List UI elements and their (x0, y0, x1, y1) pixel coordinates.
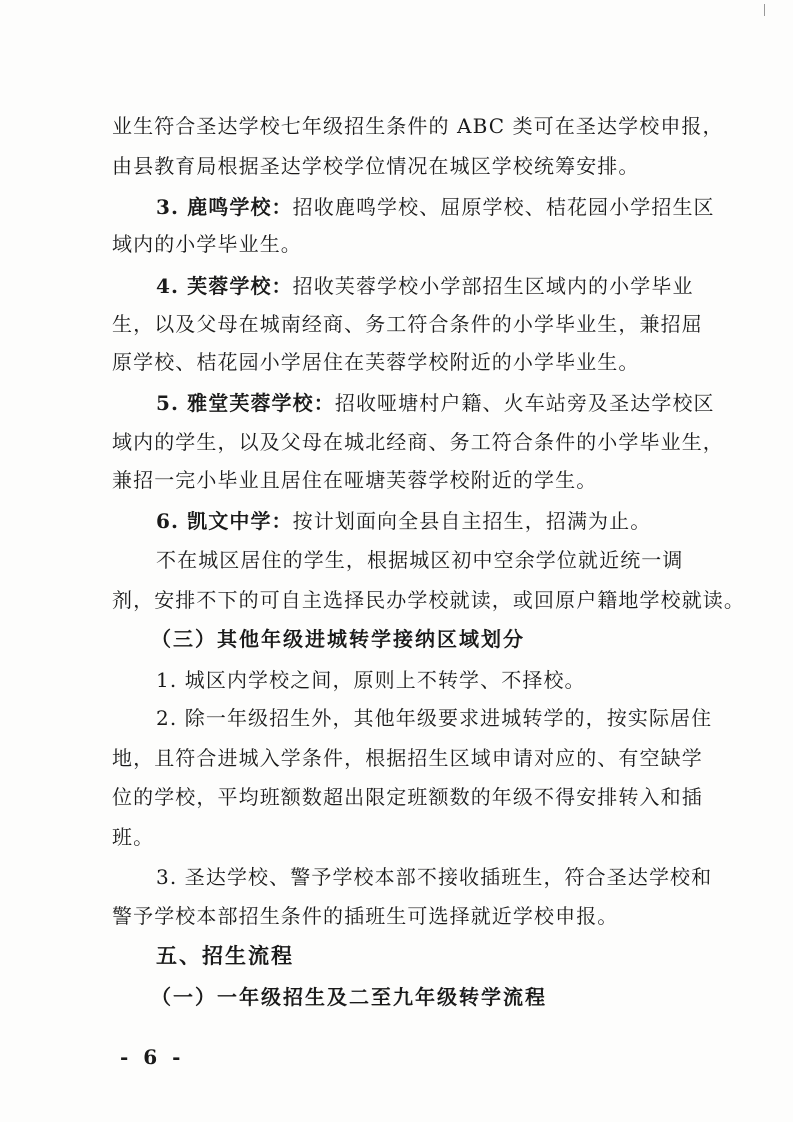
paragraph-line: 域内的小学毕业生。 (112, 232, 302, 256)
item-4-label: 4. 芙蓉学校： (156, 274, 293, 298)
paragraph-line: 业生符合圣达学校七年级招生条件的 ABC 类可在圣达学校申报， (112, 114, 724, 138)
paragraph-line: 位的学校，平均班额数超出限定班额数的年级不得安排转入和插 (112, 785, 703, 809)
scan-mark (764, 4, 765, 16)
paragraph-line: 域内的学生，以及父母在城北经商、务工符合条件的小学毕业生， (112, 430, 724, 454)
item-5-label: 5. 雅堂芙蓉学校： (156, 391, 335, 415)
paragraph-line: 2. 除一年级招生外，其他年级要求进城转学的，按实际居住 (156, 706, 713, 730)
item-3-line (156, 193, 715, 221)
paragraph-line: 兼招一完小毕业且居住在哑塘芙蓉学校附近的学生。 (112, 468, 598, 492)
item-5-line (156, 389, 715, 417)
paragraph-line: 班。 (112, 825, 155, 849)
paragraph-line: 生，以及父母在城南经商、务工符合条件的小学毕业生，兼招屈 (112, 312, 703, 336)
chapter-heading: 五、招生流程 (156, 943, 294, 968)
paragraph-line: 原学校、桔花园小学居住在芙蓉学校附近的小学毕业生。 (112, 350, 640, 374)
item-3-label: 3. 鹿鸣学校： (156, 195, 293, 219)
item-6-text: 按计划面向全县自主招生，招满为止。 (292, 509, 652, 533)
item-3-text: 招收鹿鸣学校、屈原学校、桔花园小学招生区 (292, 195, 715, 219)
item-6-label: 6. 凯文中学： (156, 509, 293, 533)
paragraph-line: 不在城区居住的学生，根据城区初中空余学位就近统一调 (156, 548, 684, 572)
item-5-text: 招收哑塘村户籍、火车站旁及圣达学校区 (334, 391, 715, 415)
paragraph-line: 1. 城区内学校之间，原则上不转学、不择校。 (156, 668, 586, 692)
paragraph-line: 由县教育局根据圣达学校学位情况在城区学校统筹安排。 (112, 154, 640, 178)
page-number: - 6 - (120, 1045, 185, 1069)
paragraph-line: 警予学校本部招生条件的插班生可选择就近学校申报。 (112, 904, 619, 928)
item-4-line (156, 272, 694, 300)
section-heading: （一）一年级招生及二至九年级转学流程 (151, 985, 547, 1009)
item-4-text: 招收芙蓉学校小学部招生区域内的小学毕业 (292, 274, 694, 298)
paragraph-line: 地，且符合进城入学条件，根据招生区域申请对应的、有空缺学 (112, 746, 703, 770)
item-6-line (156, 507, 651, 535)
paragraph-line: 剂，安排不下的可自主选择民办学校就读，或回原户籍地学校就读。 (112, 588, 745, 612)
paragraph-line: 3. 圣达学校、警予学校本部不接收插班生，符合圣达学校和 (156, 865, 713, 889)
section-heading: （三）其他年级进城转学接纳区域划分 (151, 627, 525, 651)
